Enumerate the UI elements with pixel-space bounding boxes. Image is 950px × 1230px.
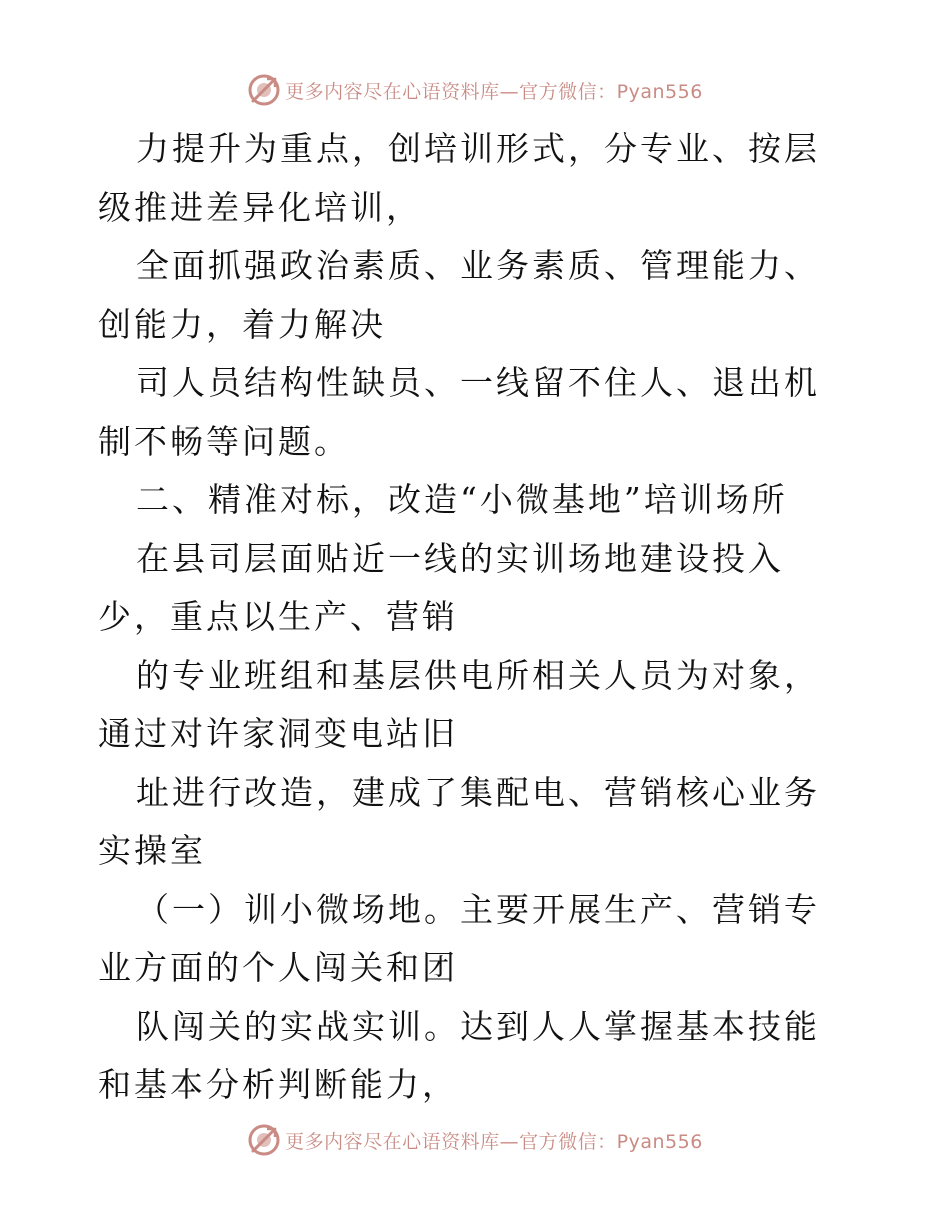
watermark-footer: [0, 1122, 950, 1158]
paragraph: 址进行改造，建成了集配电、营销核心业务实操室: [98, 772, 820, 870]
document-body: [98, 120, 854, 1115]
paragraph: （一）训小微场地。主要开展生产、营销专业方面的个人闯关和团: [98, 889, 820, 987]
watermark-text: 更多内容尽在心语资料库—官方微信：Pyan556: [285, 1130, 703, 1153]
watermark-logo-icon: [247, 1123, 281, 1157]
paragraph: 在县司层面贴近一线的实训场地建设投入少，重点以生产、营销: [98, 538, 784, 636]
watermark-text: 更多内容尽在心语资料库—官方微信：Pyan556: [285, 80, 703, 103]
paragraph: 全面抓强政治素质、业务素质、管理能力、创能力，着力解决: [98, 246, 820, 344]
paragraph: 的专业班组和基层供电所相关人员为对象，通过对许家洞变电站旧: [98, 655, 820, 753]
section-heading: 二、精准对标，改造“小微基地”培训场所: [136, 480, 788, 519]
paragraph: 力提升为重点，创培训形式，分专业、按层级推进差异化培训，: [98, 129, 820, 227]
watermark-header: [0, 72, 950, 108]
paragraph: 队闯关的实战实训。达到人人掌握基本技能和基本分析判断能力，: [98, 1006, 820, 1104]
paragraph: 司人员结构性缺员、一线留不住人、退出机制不畅等问题。: [98, 363, 820, 461]
watermark-logo-icon: [247, 73, 281, 107]
